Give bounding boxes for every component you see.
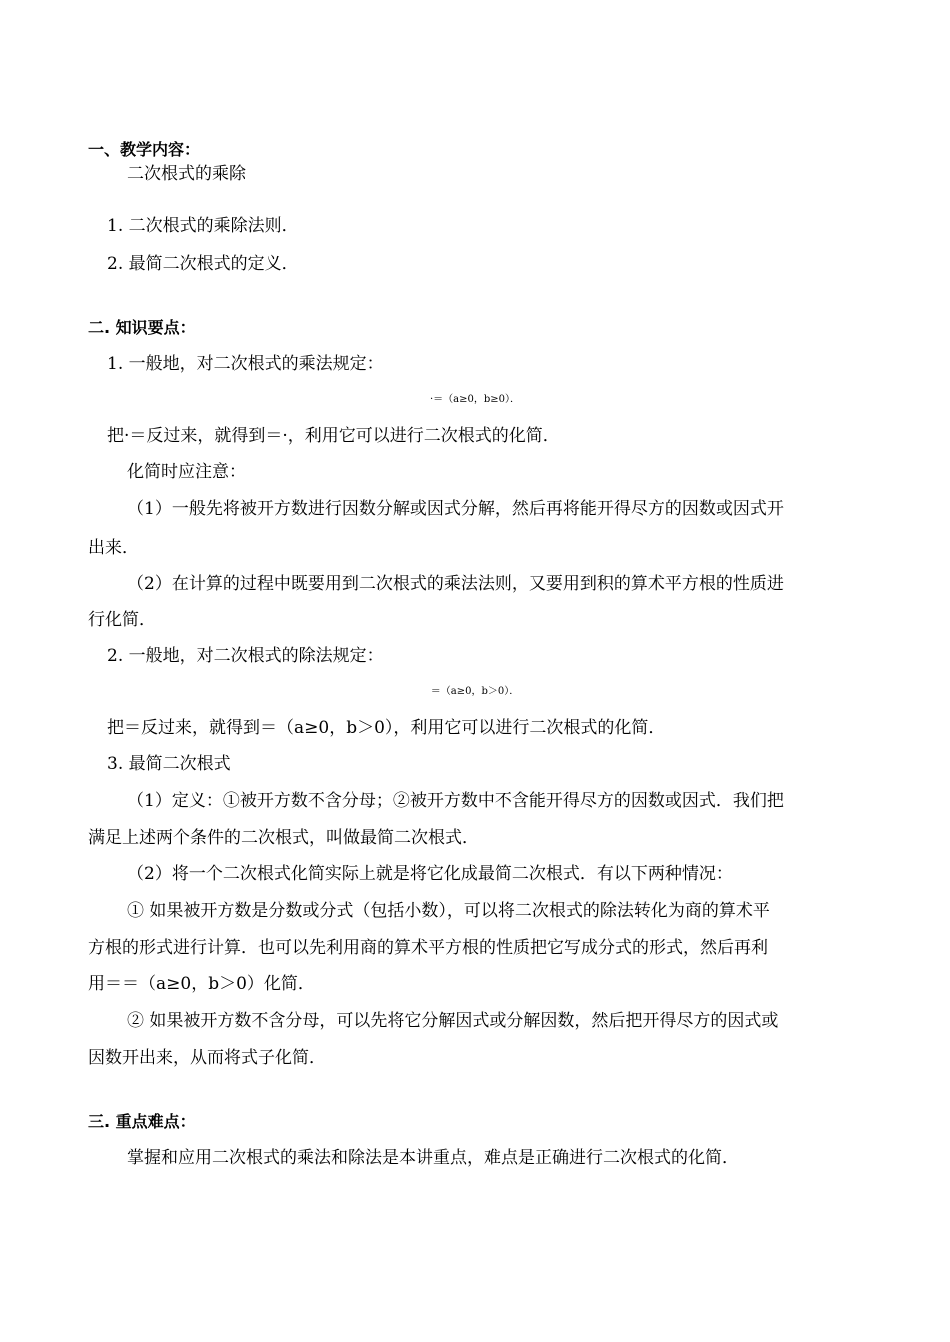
paragraph: 3. 最简二次根式: [107, 754, 231, 774]
list-item: 2. 最简二次根式的定义．: [107, 254, 299, 274]
formula-multiplication: ·＝（a≥0，b≥0）．: [429, 394, 521, 405]
paragraph: 把·＝反过来，就得到＝·，利用它可以进行二次根式的化简．: [107, 426, 560, 446]
paragraph: （1）定义：①被开方数不含分母；②被开方数中不含能开得尽方的因数或因式．我们把: [127, 791, 784, 811]
paragraph: 2. 一般地，对二次根式的除法规定：: [107, 646, 384, 666]
paragraph: 化简时应注意：: [127, 462, 246, 482]
paragraph: 掌握和应用二次根式的乘法和除法是本讲重点，难点是正确进行二次根式的化简．: [127, 1148, 739, 1168]
list-item: 1. 二次根式的乘除法则．: [107, 216, 299, 236]
formula-division: ＝（a≥0，b＞0）．: [430, 686, 520, 697]
paragraph: 用＝＝（a≥0，b＞0）化简．: [88, 974, 315, 994]
section-heading-teaching-content: 一、教学内容：: [88, 140, 201, 159]
paragraph: 把＝反过来，就得到＝（a≥0，b＞0），利用它可以进行二次根式的化简．: [107, 718, 666, 738]
paragraph: （2）在计算的过程中既要用到二次根式的乘法法则，又要用到积的算术平方根的性质进: [127, 574, 784, 594]
paragraph: （2）将一个二次根式化简实际上就是将它化成最简二次根式．有以下两种情况：: [127, 864, 733, 884]
section-subtitle: 二次根式的乘除: [127, 164, 246, 184]
paragraph: 因数开出来，从而将式子化简．: [88, 1048, 326, 1068]
paragraph: 1. 一般地，对二次根式的乘法规定：: [107, 354, 384, 374]
paragraph: （1）一般先将被开方数进行因数分解或因式分解，然后再将能开得尽方的因数或因式开: [127, 499, 784, 519]
paragraph: ① 如果被开方数是分数或分式（包括小数），可以将二次根式的除法转化为商的算术平: [127, 901, 770, 921]
paragraph: 方根的形式进行计算．也可以先利用商的算术平方根的性质把它写成分式的形式，然后再利: [88, 938, 768, 958]
paragraph: 行化简．: [88, 610, 156, 630]
paragraph: ② 如果被开方数不含分母，可以先将它分解因式或分解因数，然后把开得尽方的因式或: [127, 1011, 779, 1031]
section-heading-key-points: 二. 知识要点：: [88, 318, 196, 337]
paragraph: 出来．: [88, 538, 139, 558]
section-heading-key-difficulties: 三. 重点难点：: [88, 1112, 196, 1131]
paragraph: 满足上述两个条件的二次根式，叫做最简二次根式．: [88, 828, 479, 848]
